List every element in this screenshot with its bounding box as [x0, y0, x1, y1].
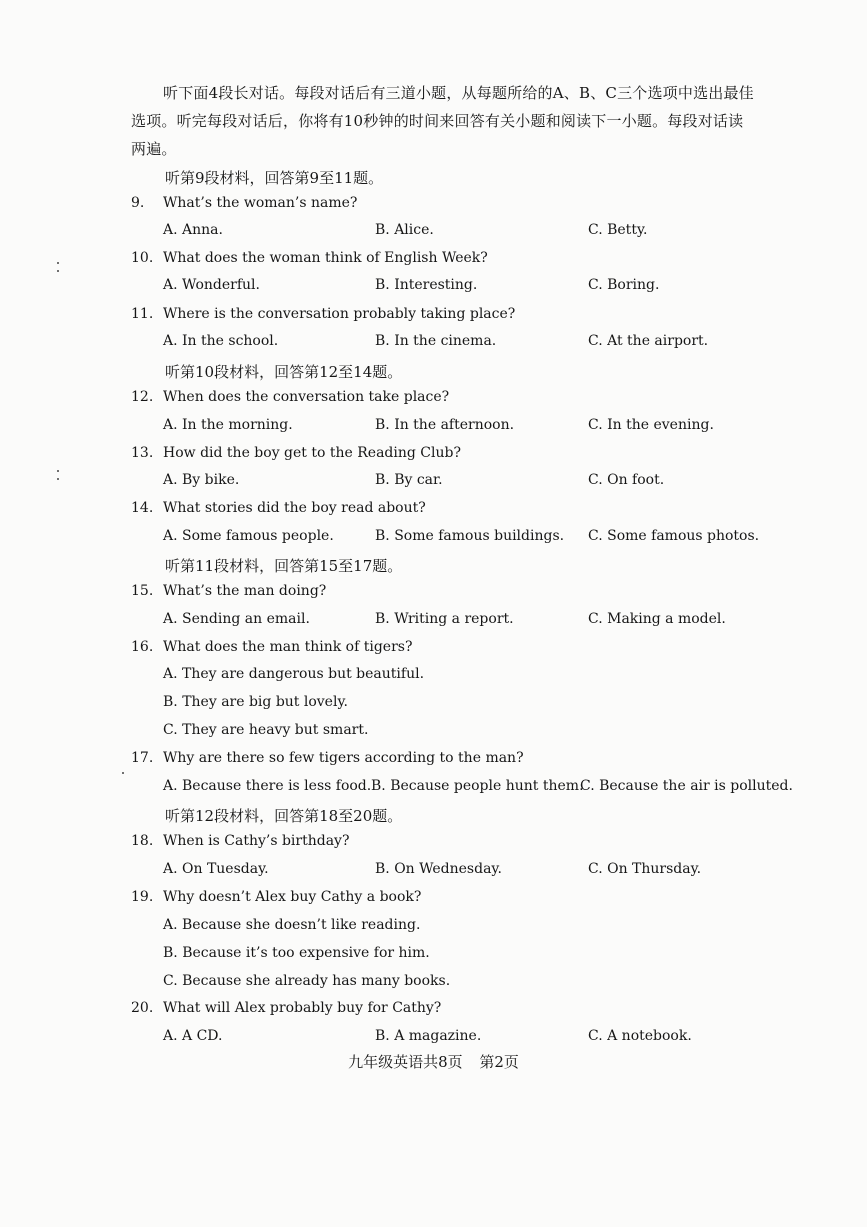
option-row: [0, 973, 867, 995]
option-c: C. Because the air is polluted.: [580, 778, 793, 794]
option-row: [0, 694, 867, 716]
question-text: When is Cathy’s birthday?: [163, 833, 350, 849]
question-text: Why are there so few tigers according to the man?: [163, 750, 524, 766]
option-a: A. They are dangerous but beautiful.: [163, 666, 425, 682]
option-row: [0, 722, 867, 744]
question-number: 15.: [131, 583, 154, 599]
options-row: [0, 472, 867, 494]
option-a: A. In the morning.: [163, 417, 293, 433]
question-text: What will Alex probably buy for Cathy?: [163, 1000, 442, 1016]
scan-speck: [122, 772, 124, 774]
question-number: 18.: [131, 833, 154, 849]
option-a: A. In the school.: [163, 333, 279, 349]
question-text: What stories did the boy read about?: [163, 500, 426, 516]
options-row: [0, 277, 867, 299]
footer-total-pages: 九年级英语共8页: [348, 1053, 463, 1071]
section-heading-text: 听第9段材料，回答第9至11题。: [165, 169, 384, 187]
option-a: A. Wonderful.: [163, 277, 260, 293]
options-row: [0, 1028, 867, 1050]
option-c: C. A notebook.: [588, 1028, 692, 1044]
question-row: [0, 445, 867, 467]
option-c: C. On foot.: [588, 472, 665, 488]
option-row: [0, 917, 867, 939]
options-row: [0, 417, 867, 439]
option-b: B. Because it’s too expensive for him.: [163, 945, 430, 961]
question-text: When does the conversation take place?: [163, 389, 450, 405]
option-b: B. In the afternoon.: [375, 417, 515, 433]
question-row: [0, 500, 867, 522]
question-number: 12.: [131, 389, 154, 405]
option-a: A. By bike.: [163, 472, 240, 488]
options-row: [0, 778, 867, 800]
question-number: 19.: [131, 889, 154, 905]
section-heading: [0, 361, 867, 383]
option-c: C. Because she already has many books.: [163, 973, 451, 989]
option-row: [0, 945, 867, 967]
question-text: How did the boy get to the Reading Club?: [163, 445, 461, 461]
instructions: [131, 79, 781, 163]
option-row: [0, 666, 867, 688]
question-number: 9.: [131, 195, 145, 211]
option-c: C. Boring.: [588, 277, 660, 293]
question-text: Where is the conversation probably taking place?: [163, 306, 516, 322]
option-c: C. In the evening.: [588, 417, 714, 433]
question-row: [0, 583, 867, 605]
option-a: A. On Tuesday.: [163, 861, 269, 877]
question-number: 10.: [131, 250, 154, 266]
section-heading-text: 听第10段材料，回答第12至14题。: [165, 363, 403, 381]
options-row: [0, 222, 867, 244]
question-number: 16.: [131, 639, 154, 655]
question-row: [0, 889, 867, 911]
question-number: 13.: [131, 445, 154, 461]
question-row: [0, 1000, 867, 1022]
section-heading: [0, 805, 867, 827]
option-c: C. At the airport.: [588, 333, 709, 349]
instructions-line-3: 两遍。: [131, 140, 177, 158]
question-text: Why doesn’t Alex buy Cathy a book?: [163, 889, 422, 905]
options-row: [0, 528, 867, 550]
option-b: B. Interesting.: [375, 277, 478, 293]
question-number: 20.: [131, 1000, 154, 1016]
footer-page-number: 第2页: [479, 1053, 519, 1071]
options-row: [0, 333, 867, 355]
option-b: B. A magazine.: [375, 1028, 482, 1044]
option-c: C. Betty.: [588, 222, 648, 238]
option-b: B. In the cinema.: [375, 333, 497, 349]
option-b: B. Alice.: [375, 222, 434, 238]
options-row: [0, 611, 867, 633]
question-number: 11.: [131, 306, 154, 322]
section-heading: [0, 555, 867, 577]
question-text: What’s the woman’s name?: [163, 195, 358, 211]
section-heading-text: 听第11段材料，回答第15至17题。: [165, 557, 403, 575]
section-heading-text: 听第12段材料，回答第18至20题。: [165, 807, 403, 825]
option-c: C. Making a model.: [588, 611, 726, 627]
question-number: 14.: [131, 500, 154, 516]
option-c: C. Some famous photos.: [588, 528, 760, 544]
option-a: A. Some famous people.: [163, 528, 334, 544]
option-a: A. A CD.: [163, 1028, 223, 1044]
option-b: B. On Wednesday.: [375, 861, 502, 877]
question-row: [0, 639, 867, 661]
option-b: B. Because people hunt them.: [371, 778, 584, 794]
question-row: [0, 389, 867, 411]
option-c: C. They are heavy but smart.: [163, 722, 369, 738]
options-row: [0, 861, 867, 883]
question-text: What does the woman think of English Week?: [163, 250, 488, 266]
instructions-line-1: 听下面4段长对话。每段对话后有三道小题，从每题所给的A、B、C三个选项中选出最佳: [163, 84, 754, 102]
option-a: A. Because she doesn’t like reading.: [163, 917, 421, 933]
option-a: A. Anna.: [163, 222, 223, 238]
question-text: What’s the man doing?: [163, 583, 327, 599]
question-row: [0, 750, 867, 772]
option-b: B. Writing a report.: [375, 611, 514, 627]
option-b: B. By car.: [375, 472, 443, 488]
option-c: C. On Thursday.: [588, 861, 702, 877]
question-row: [0, 306, 867, 328]
instructions-line-2: 选项。听完每段对话后，你将有10秒钟的时间来回答有关小题和阅读下一小题。每段对话读: [131, 112, 744, 130]
option-a: A. Because there is less food.: [163, 778, 372, 794]
question-number: 17.: [131, 750, 154, 766]
option-b: B. They are big but lovely.: [163, 694, 348, 710]
question-text: What does the man think of tigers?: [163, 639, 413, 655]
question-row: [0, 250, 867, 272]
option-a: A. Sending an email.: [163, 611, 310, 627]
section-heading: [0, 167, 867, 189]
question-row: [0, 833, 867, 855]
question-row: [0, 195, 867, 217]
option-b: B. Some famous buildings.: [375, 528, 565, 544]
page-footer: [0, 1051, 867, 1072]
